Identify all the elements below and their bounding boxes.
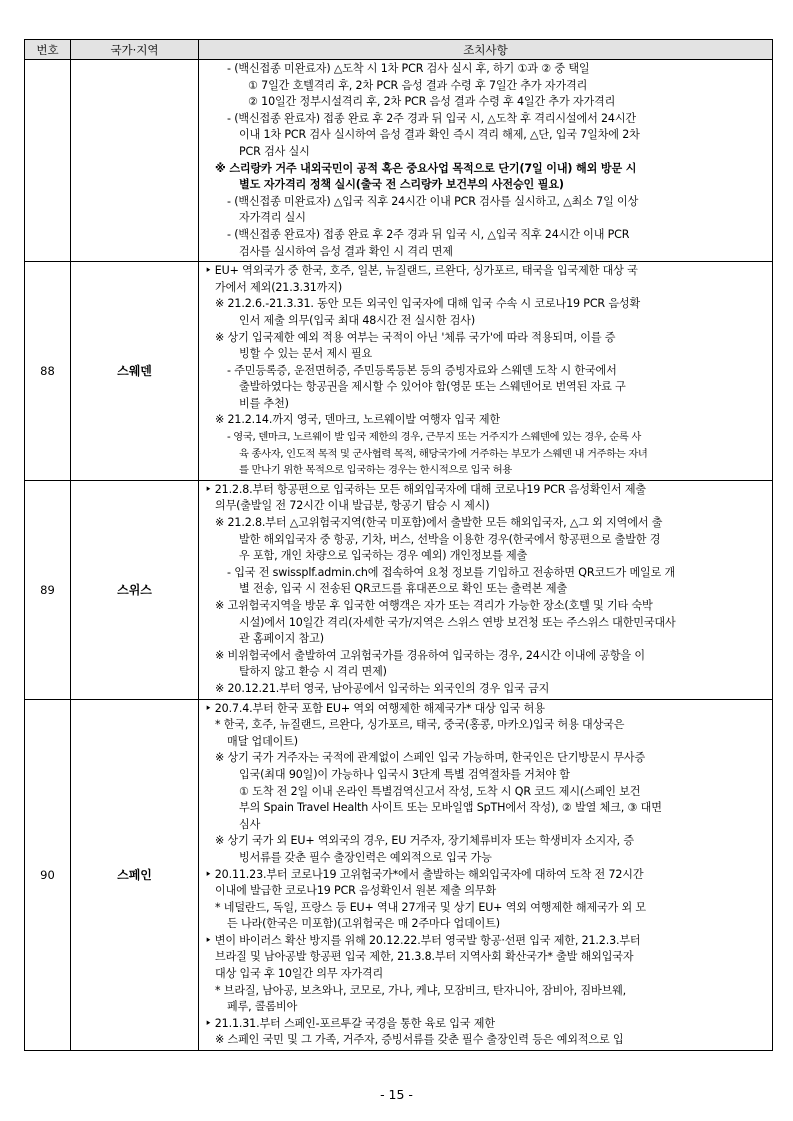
row-country: 스웨덴 (71, 262, 199, 481)
measure-line: ‣ 21.2.8.부터 항공편으로 입국하는 모든 해외입국자에 대해 코로나19 PCR 음성확인서 제출 (205, 482, 646, 496)
measure-line: 입국(최대 90일)이 가능하나 입국시 3단계 특별 검역절차를 거쳐야 함 (239, 767, 570, 781)
measure-line: ※ 21.2.6.-21.3.31. 동안 모든 외국인 입국자에 대해 입국 수속 시 코로나19 PCR 음성확 (215, 297, 641, 311)
measure-line: 페루, 콜롬비아 (227, 1000, 298, 1014)
measure-line: - 영국, 덴마크, 노르웨이 발 입국 제한의 경우, 근무지 또는 거주지가 스웨덴에 있는 경우, 순록 사 (227, 431, 641, 444)
measure-line: 빙할 수 있는 문서 제시 필요 (239, 347, 373, 361)
header-country: 국가·지역 (71, 40, 199, 60)
row-number (25, 60, 71, 262)
measure-line: * 브라질, 남아공, 보츠와나, 코모로, 가나, 케냐, 모잠비크, 탄자니아, 잠비아, 짐바브웨, (215, 983, 627, 997)
table-row (25, 480, 773, 699)
row-country: 스위스 (71, 480, 199, 699)
measure-line: ① 도착 전 2일 이내 온라인 특별검역신고서 작성, 도착 시 QR 코드 제시(스페인 보건 (239, 784, 641, 798)
measure-line: ※ 스리랑카 거주 내외국민이 공적 혹은 중요사업 목적으로 단기(7일 이내) 해외 방문 시 (215, 161, 637, 175)
measure-line: 인서 제출 의무(입국 최대 48시간 전 실시한 검사) (239, 313, 476, 327)
table-row (25, 699, 773, 1050)
measure-line: - (백신접종 완료자) 접종 완료 후 2주 경과 뒤 입국 시, △도착 후 격리시설에서 24시간 (227, 111, 636, 125)
header-number: 번호 (25, 40, 71, 60)
measure-line: ※ 스페인 국민 및 그 가족, 거주자, 증빙서류를 갖춘 필수 출장인력 등은 예외적으로 입 (215, 1033, 624, 1047)
measure-line: 비를 추천) (239, 396, 289, 410)
row-number: 88 (25, 262, 71, 481)
measure-line: - (백신접종 미완료자) △도착 시 1차 PCR 검사 실시 후, 하기 ①과 ② 중 택일 (227, 62, 590, 75)
page-number: - 15 - (380, 1087, 413, 1102)
table-header-row (25, 40, 773, 60)
measure-line: 자가격리 실시 (239, 211, 306, 225)
measure-line: 관 홈페이지 참고) (239, 632, 324, 646)
measure-line: * 한국, 호주, 뉴질랜드, 르완다, 싱가포르, 태국, 중국(홍콩, 마카오)입국 허용 대상국은 (215, 718, 625, 732)
row-measures (199, 262, 773, 481)
measure-line: ‣ 21.1.31.부터 스페인-포르투갈 국경을 통한 육로 입국 제한 (205, 1016, 495, 1030)
measure-line: - (백신접종 미완료자) △입국 직후 24시간 이내 PCR 검사를 실시하고, △최소 7일 이상 (227, 194, 639, 208)
measure-line: 가에서 제외(21.3.31까지) (215, 280, 342, 294)
measure-line: ※ 21.2.14.까지 영국, 덴마크, 노르웨이발 여행자 입국 제한 (215, 413, 500, 427)
measure-line: ※ 21.2.8.부터 △고위험국지역(한국 미포함)에서 출발한 모든 해외입국자, △그 외 지역에서 출 (215, 516, 663, 530)
measure-line: 대상 입국 후 10일간 의무 자가격리 (215, 967, 384, 981)
measure-line: 별 전송, 입국 시 전송된 QR코드를 휴대폰으로 확인 또는 출력본 제출 (239, 582, 568, 596)
measure-line: ① 7일간 호텔격리 후, 2차 PCR 음성 결과 수령 후 7일간 추가 자가격리 (248, 78, 588, 92)
measure-line: 출발하였다는 항공권을 제시할 수 있어야 함(영문 또는 스웨덴어로 번역된 자료 구 (239, 380, 626, 394)
header-measures: 조치사항 (199, 40, 773, 60)
row-number: 89 (25, 480, 71, 699)
measure-line: 육 종사자, 인도적 목적 및 군사협력 목적, 해당국가에 거주하는 부모가 스웨덴 내 거주하는 자녀 (239, 447, 648, 460)
table-row (25, 60, 773, 262)
measure-line: 심사 (239, 817, 261, 831)
measure-line: ‣ 20.11.23.부터 코로나19 고위험국가*에서 출발하는 해외입국자에 대하여 도착 전 72시간 (205, 867, 644, 881)
measure-line: 검사를 실시하여 음성 결과 확인 시 격리 면제 (239, 244, 453, 258)
measure-line: 의무(출발일 전 72시간 이내 발급분, 항공기 탑승 시 제시) (215, 499, 490, 513)
measure-line: * 네덜란드, 독일, 프랑스 등 EU+ 역내 27개국 및 상기 EU+ 역외 여행제한 해제국가 외 모 (215, 900, 646, 914)
measure-line: 이내에 발급한 코로나19 PCR 음성확인서 원본 제출 의무화 (215, 884, 497, 898)
measure-line: ※ 고위험국지역을 방문 후 입국한 여행객은 자가 또는 격리가 가능한 장소(호텔 및 기타 숙박 (215, 599, 653, 612)
measure-line: ※ 상기 국가 외 EU+ 역외국의 경우, EU 거주자, 장기체류비자 또는 학생비자 소지자, 증 (215, 834, 634, 848)
measure-line: ※ 상기 입국제한 예외 적용 여부는 국적이 아닌 '체류 국가'에 따라 적용되며, 이를 증 (215, 330, 616, 344)
measure-line: ※ 20.12.21.부터 영국, 남아공에서 입국하는 외국인의 경우 입국 금지 (215, 681, 550, 695)
measure-line: ※ 상기 국가 거주자는 국적에 관계없이 스페인 입국 가능하며, 한국인은 단기방문시 무사증 (215, 751, 646, 765)
measure-line: 우 포함, 개인 차량으로 입국하는 경우 예외) 개인정보를 제출 (239, 549, 528, 563)
measure-line: 브라질 및 남아공발 항공편 입국 제한, 21.3.8.부터 지역사회 확산국가* 출발 해외입국자 (215, 950, 634, 964)
row-measures (199, 699, 773, 1050)
row-measures (199, 60, 773, 262)
measure-line: 를 만나기 위한 목적으로 입국하는 경우는 한시적으로 입국 허용 (239, 464, 512, 477)
row-number: 90 (25, 699, 71, 1050)
measure-line: 든 나라(한국은 미포함)(고위험국은 매 2주마다 업데이트) (227, 917, 500, 931)
measure-line: PCR 검사 실시 (239, 144, 310, 158)
measure-line: 매달 업데이트) (227, 734, 298, 748)
table-row (25, 262, 773, 481)
measure-line: 별도 자가격리 정책 실시(출국 전 스리랑카 보건부의 사전승인 필요) (239, 178, 564, 192)
measures-table (24, 39, 773, 1051)
measure-line: 빙서류를 갖춘 필수 출장인력은 예외적으로 입국 가능 (239, 850, 492, 864)
measure-line: - (백신접종 완료자) 접종 완료 후 2주 경과 뒤 입국 시, △입국 직후 24시간 이내 PCR (227, 227, 630, 241)
measure-line: ‣ EU+ 역외국가 중 한국, 호주, 일본, 뉴질랜드, 르완다, 싱가포르, 태국을 입국제한 대상 국 (205, 264, 638, 278)
row-country: 스페인 (71, 699, 199, 1050)
measure-line: ② 10일간 정부시설격리 후, 2차 PCR 음성 결과 수령 후 4일간 추가 자가격리 (248, 95, 616, 109)
row-country (71, 60, 199, 262)
measure-line: ‣ 변이 바이러스 확산 방지를 위해 20.12.22.부터 영국발 항공·선편 입국 제한, 21.2.3.부터 (205, 933, 641, 947)
measure-line: 이내 1차 PCR 검사 실시하여 음성 결과 확인 즉시 격리 해제, △단, 입국 7일차에 2차 (239, 128, 640, 142)
measure-line: ‣ 20.7.4.부터 한국 포함 EU+ 역외 여행제한 해제국가* 대상 입국 허용 (205, 701, 545, 715)
row-measures (199, 480, 773, 699)
measure-line: 탈하지 않고 환승 시 격리 면제) (239, 665, 387, 679)
measure-line: - 주민등록증, 운전면허증, 주민등록등본 등의 증빙자료와 스웨덴 도착 시 한국에서 (227, 363, 617, 377)
measure-line: 시설)에서 10일간 격리(자세한 국가/지역은 스위스 연방 보건청 또는 주스위스 대한민국대사 (239, 615, 676, 629)
measure-line: ※ 비위험국에서 출발하여 고위험국가를 경유하여 입국하는 경우, 24시간 이내에 공항을 이 (215, 648, 645, 662)
measure-line: 부의 Spain Travel Health 사이트 또는 모바일앱 SpTH에서 작성), ② 발열 체크, ③ 대면 (239, 801, 662, 815)
measure-line: - 입국 전 swissplf.admin.ch에 접속하여 요청 정보를 기입하고 전송하면 QR코드가 메일로 개 (227, 565, 676, 579)
measure-line: 발한 해외입국자 중 항공, 기차, 버스, 선박을 이용한 경우(한국에서 항공편으로 출발한 경 (239, 532, 661, 546)
